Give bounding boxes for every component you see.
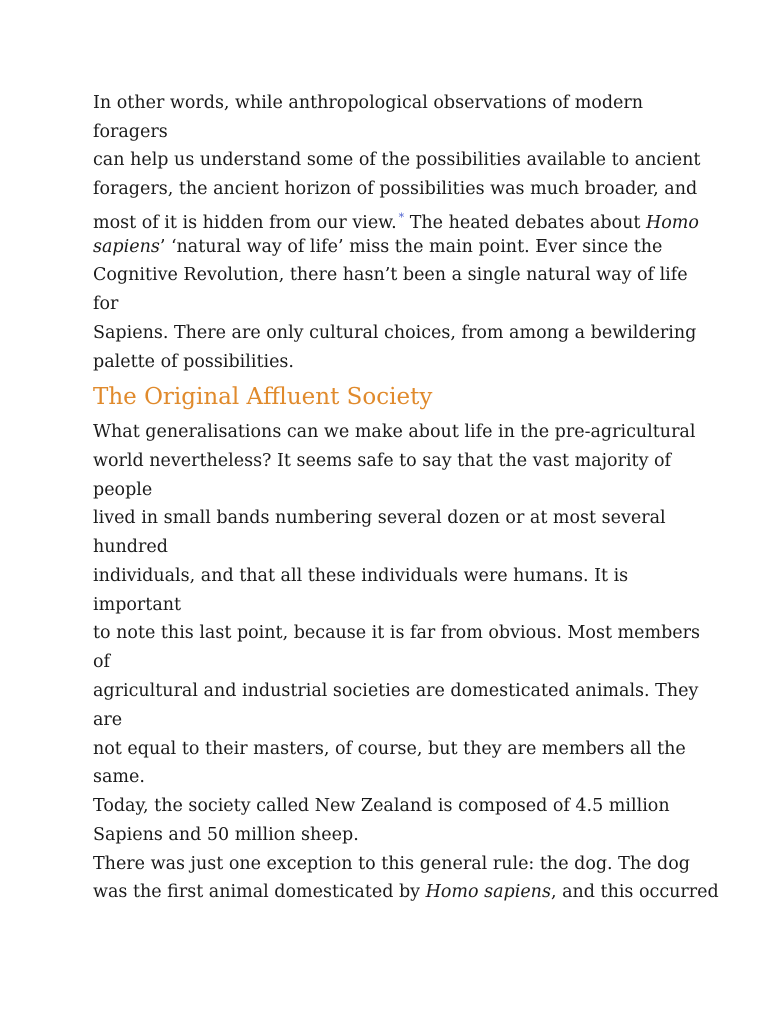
- text-line: same.: [93, 767, 145, 787]
- text-segment: The heated debates about: [404, 212, 646, 233]
- text-line: There was just one exception to this general rule: the dog. The dog: [93, 854, 690, 874]
- text-line: to note this last point, because it is far from obvious. Most members: [93, 623, 700, 643]
- text-line: Sapiens and 50 million sheep.: [93, 825, 359, 845]
- text-line: Sapiens. There are only cultural choices, from among a bewildering: [93, 323, 697, 343]
- text-segment: was the first animal domesticated by: [93, 882, 426, 902]
- text-line: of: [93, 652, 111, 672]
- text-line: In other words, while anthropological observations of modern: [93, 93, 644, 113]
- text-line: important: [93, 595, 182, 615]
- section-heading: The Original Affluent Society: [93, 384, 433, 410]
- text-segment: , and this occurred: [550, 882, 719, 902]
- text-line: [93, 208, 699, 233]
- text-line: palette of possibilities.: [93, 352, 294, 372]
- text-line: foragers: [93, 122, 168, 142]
- text-line: individuals, and that all these individuals were humans. It is: [93, 566, 629, 586]
- text-line: foragers, the ancient horizon of possibilities was much broader, and: [93, 179, 698, 199]
- text-line: Today, the society called New Zealand is composed of 4.5 million: [93, 796, 670, 816]
- text-line: world nevertheless? It seems safe to say that the vast majority of: [93, 451, 672, 471]
- text-segment: most of it is hidden from our view.: [93, 212, 397, 233]
- text-line: for: [93, 294, 119, 314]
- text-line: [93, 882, 719, 902]
- text-line: people: [93, 480, 153, 500]
- text-line: can help us understand some of the possibilities available to ancient: [93, 150, 701, 170]
- italic-term: sapiens: [93, 237, 160, 257]
- text-line: not equal to their masters, of course, but they are members all the: [93, 739, 686, 759]
- italic-term: Homo: [645, 212, 699, 233]
- text-line: lived in small bands numbering several dozen or at most several: [93, 508, 666, 528]
- text-line: agricultural and industrial societies are domesticated animals. They: [93, 681, 699, 701]
- italic-term: Homo sapiens: [425, 882, 551, 902]
- text-line: are: [93, 710, 123, 730]
- text-segment: ’ ‘natural way of life’ miss the main point. Ever since the: [159, 237, 663, 257]
- text-line: hundred: [93, 537, 168, 557]
- text-line: [93, 237, 662, 257]
- text-line: What generalisations can we make about life in the pre-agricultural: [93, 422, 696, 442]
- text-line: Cognitive Revolution, there hasn’t been a single natural way of life: [93, 265, 688, 285]
- footnote-link[interactable]: *: [398, 211, 405, 224]
